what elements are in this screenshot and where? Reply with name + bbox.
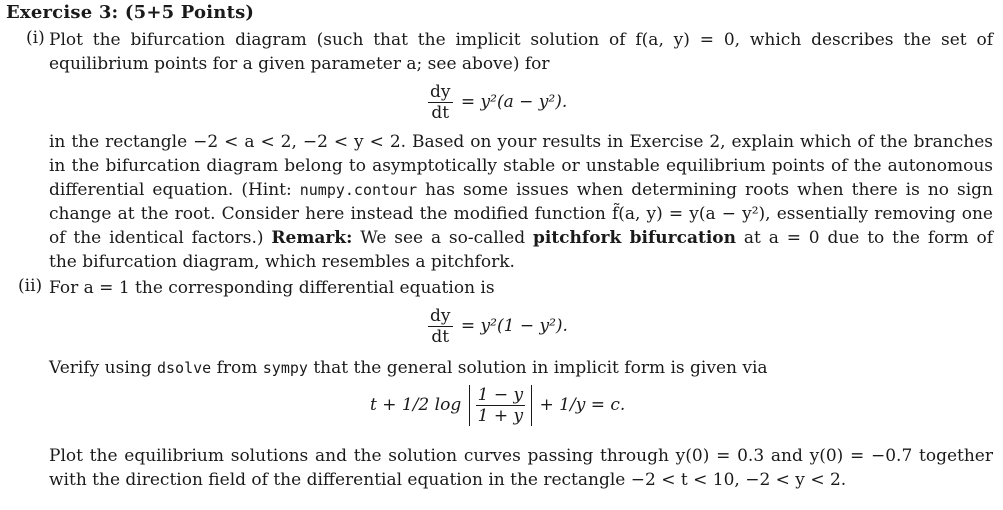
- part2-intro-line: For a = 1 the corresponding differential equation is: [49, 278, 495, 298]
- part1-body-line: the bifurcation diagram, which resembles a pitchfork.: [49, 252, 515, 272]
- equation-rhs: = y²(1 − y²).: [460, 316, 568, 336]
- code-sympy: sympy: [262, 359, 308, 377]
- verify-post: that the general solution in implicit form is given via: [307, 358, 768, 378]
- derivative-fraction: [428, 306, 453, 347]
- fraction-denominator: dt: [431, 103, 450, 123]
- verify-mid: from: [211, 358, 263, 378]
- fraction-denominator: dt: [431, 327, 450, 347]
- part2-final-line: with the direction field of the differential equation in the rectangle −2 < t < 10, −2 < y < 2.: [49, 470, 847, 490]
- part1-equation: [425, 82, 567, 123]
- part1-intro-line: Plot the bifurcation diagram (such that the implicit solution of f(a, y) = 0, which describes the set of: [49, 30, 993, 50]
- verify-pre: Verify using: [49, 358, 157, 378]
- part2-label: (ii): [18, 276, 43, 296]
- derivative-fraction: [428, 82, 453, 123]
- part1-intro-line: equilibrium points for a given parameter a; see above) for: [49, 54, 550, 74]
- fraction-denominator: 1 + y: [477, 406, 524, 426]
- fraction-numerator: dy: [430, 82, 451, 102]
- part2-final-line: Plot the equilibrium solutions and the solution curves passing through y(0) = 0.3 and y(0) = −0.7 together: [49, 446, 993, 466]
- part1-body: [49, 130, 993, 274]
- part1-body-line: differential equation. (Hint: numpy.contour has some issues when determining roots when there is no sign: [49, 180, 993, 200]
- part2-verify: [49, 356, 993, 380]
- part2-intro: [49, 276, 993, 300]
- exercise-title: Exercise 3: (5+5 Points): [6, 2, 255, 23]
- fraction-numerator: 1 − y: [477, 385, 524, 405]
- part1-body-line: change at the root. Consider here instead the modified function f̃(a, y) = y(a − y²), essentially removing one: [49, 204, 993, 224]
- part1-intro: [49, 28, 993, 76]
- solution-tail: + 1/y = c.: [539, 395, 626, 415]
- part1-body-line: of the identical factors.) Remark: We see a so-called pitchfork bifurcation at a = 0 due to the form of: [49, 228, 994, 248]
- part1-body-line: in the rectangle −2 < a < 2, −2 < y < 2. Based on your results in Exercise 2, explain which of the branches: [49, 132, 993, 152]
- remark-label: Remark:: [271, 228, 353, 248]
- code-dsolve: dsolve: [157, 359, 212, 377]
- code-numpy-contour: numpy.contour: [299, 181, 418, 199]
- solution-lead: t + 1/2 log: [370, 395, 462, 415]
- absolute-value: [469, 385, 532, 426]
- pitchfork-term: pitchfork bifurcation: [532, 228, 737, 248]
- part2-final: [49, 444, 993, 492]
- fraction-numerator: dy: [430, 306, 451, 326]
- part1-label: (i): [26, 28, 45, 48]
- equation-rhs: = y²(a − y²).: [460, 92, 568, 112]
- verify-line: [49, 356, 993, 380]
- part2-equation: [425, 306, 568, 347]
- implicit-solution: [370, 385, 625, 426]
- solution-fraction: [476, 385, 525, 426]
- part1-body-line: in the bifurcation diagram belong to asymptotically stable or unstable equilibrium points of the autonomous: [49, 156, 993, 176]
